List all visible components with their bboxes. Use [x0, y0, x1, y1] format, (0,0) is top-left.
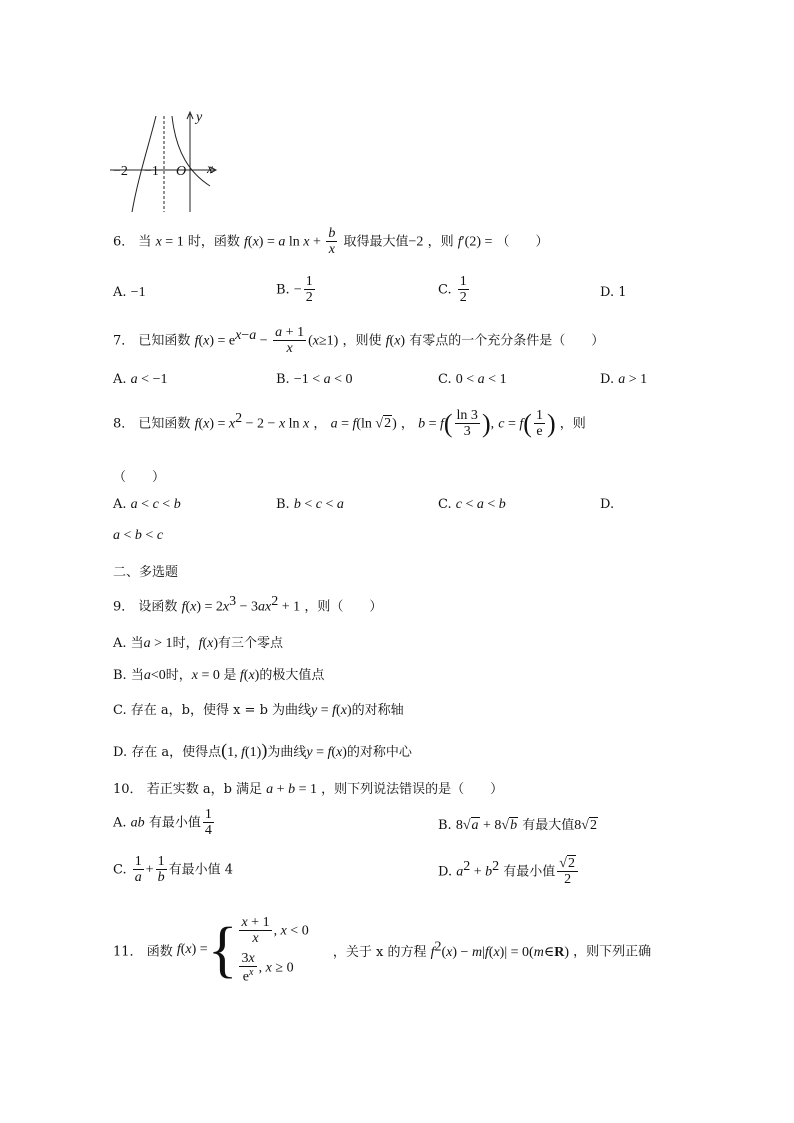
q8-number: 8． [113, 416, 135, 432]
q9-option-a-text-3: 有三个零点 [218, 636, 284, 651]
q9-option-d-text: D. 存在 a，使得点 [113, 745, 222, 760]
q8-option-a: A. a < c < b [113, 497, 181, 512]
q8-text-3: ， [400, 416, 414, 432]
q9-option-b: B. 当a<0时，x = 0 是 f(x)的极大值点 [113, 668, 325, 683]
q6-text: 当 [138, 234, 152, 250]
q6-number: 6． [113, 234, 135, 250]
question-10: 10． 若正实数 a，b 满足 a + b = 1 ，则下列说法错误的是（ ） [113, 782, 504, 797]
q6-paren: （ ） [496, 234, 549, 250]
q6-text-2: 时，函数 [187, 234, 240, 250]
q9-option-d-text-2: 为曲线 [267, 745, 307, 760]
q9-option-a-text: A. 当 [113, 636, 144, 651]
q8-text: 已知函数 [138, 416, 191, 432]
q9-number: 9． [113, 599, 135, 615]
q9-option-b-text-3: 是 [223, 668, 237, 683]
question-6: 6． 当 x = 1 时，函数 f(x) = a ln x + $\frac{b}{x}$ 取得最大值−2 ，则 f′(2) = （ ） [113, 226, 549, 258]
q7-text-2: ，则使 [342, 333, 382, 349]
q9-option-c-text-2: 的对称轴 [351, 703, 404, 718]
q7-text-3: 有零点的一个充分条件是（ ） [409, 333, 605, 349]
question-11: 11． 函数 f(x) ={ $\frac{x + 1}{x}$ , x < 0 $\frac{3x}{e^x}$ , x ≥ 0 ，关于 x 的方程 $f^2(x) - m|f(x)|$ = 0(m∈R) ，则下列正确 [113, 915, 652, 985]
q9-option-b-text-2: 时， [165, 668, 192, 683]
q9-option-d: D. 存在 a，使得点(1, f(1))为曲线y = f(x)的对称中心 [113, 740, 412, 760]
graph-tick-neg2: −2 [113, 164, 128, 179]
q11-text: 函数 [146, 944, 173, 960]
graph-origin-label: O [176, 164, 187, 179]
q8-option-d-label: D. [600, 497, 615, 512]
q10-option-b: B. 8√a + 8√b 有最大值8√2 [438, 818, 597, 833]
q7-option-b-label: B. [276, 372, 290, 387]
q9-option-c: C. 存在 a，b，使得 x = b 为曲线y = f(x)的对称轴 [113, 703, 404, 718]
q10-number: 10． [113, 782, 143, 797]
piecewise-brace: { [207, 916, 238, 985]
graph-x-label: x [207, 162, 214, 177]
q6-text-4: ，则 [427, 234, 454, 250]
q6-text-3: 取得最大值 [343, 234, 409, 250]
q8-option-b-label: B. [276, 497, 290, 512]
q9-text-2: ，则（ ） [304, 599, 383, 615]
q9-option-b-text: B. 当 [113, 668, 144, 683]
q7-option-a: A. a < −1 [113, 372, 168, 387]
q8-option-b: B. b < c < a [276, 497, 344, 512]
question-9: 9． 设函数 $f(x) = 2x^3 - 3ax^2 + 1$ ，则（ ） [113, 594, 383, 615]
q10-text-2: ，则下列说法错误的是（ ） [321, 782, 504, 797]
piecewise-cases: $\frac{x + 1}{x}$ , x < 0 $\frac{3x}{e^x}$ , x ≥ 0 [241, 915, 309, 985]
q10-option-d-label: D. [438, 864, 453, 880]
function-graph [110, 108, 225, 214]
q9-option-a-text-2: 时， [172, 636, 199, 651]
q7-option-b: B. −1 < a < 0 [276, 372, 353, 387]
graph-y-label: y [196, 110, 203, 125]
q11-number: 11． [113, 944, 143, 960]
q9-option-b-text-4: 的极大值点 [259, 668, 325, 683]
q7-option-c: C. 0 < a < 1 [438, 372, 507, 387]
q10-option-c-label: C. [113, 862, 127, 878]
q9-option-a: A. 当a > 1时，f(x)有三个零点 [113, 636, 284, 651]
q10-option-c-text: 有最小值 4 [168, 862, 234, 878]
q6-option-a: A. −1 [113, 285, 146, 300]
q10-option-d: D. $a^2 + b^2$ 有最小值 $\frac{√2}{2}$ [438, 856, 580, 888]
section-heading: 二、多选题 [113, 565, 179, 580]
q6-option-b-label: B. [276, 282, 290, 298]
question-8: 8． 已知函数 $f(x) = x^2 - 2 - x$ ln x ， a = f(ln √2) ， b = f( $\frac{\ln 3}{3}$ ), c = f( $\frac{1}{e}$ ) ，则 [113, 408, 586, 440]
q8-text-4: ，则 [559, 416, 586, 432]
q11-text-2: ，关于 x 的方程 [332, 944, 427, 960]
q6-option-d [600, 285, 627, 300]
q6-option-c: C. $\frac{1}{2}$ [438, 274, 467, 306]
q8-option-d [600, 497, 614, 512]
q6-option-c-label: C. [438, 282, 452, 298]
q7-text: 已知函数 [138, 333, 191, 349]
q10-option-c: C. $\frac{1}{a}$ + $\frac{1}{b}$ 有最小值 4 [113, 854, 234, 886]
q8-option-c: C. c < a < b [438, 497, 506, 512]
q7-option-d-label: D. [600, 372, 615, 387]
q7-option-d: D. a > 1 [600, 372, 648, 387]
q7-option-c-label: C. [438, 372, 452, 387]
q10-option-d-text: 有最小值 [503, 864, 556, 880]
q10-option-b-text: 有最大值 [522, 818, 575, 833]
q8-option-a-label: A. [113, 497, 127, 512]
q8-option-c-label: C. [438, 497, 452, 512]
q6-option-d-label: D. 1 [600, 285, 627, 300]
q8-option-d-content: a < b < c [113, 528, 164, 543]
question-7: 7． 已知函数 $f(x) = e^{x-a}$ − $\frac{a + 1}{x}$ (x≥1) ，则使 f(x) 有零点的一个充分条件是（ ） [113, 325, 605, 357]
q8-paren: （ ） [113, 470, 166, 485]
q7-number: 7． [113, 333, 135, 349]
q6-option-a-label: A. [113, 285, 127, 300]
q9-text: 设函数 [138, 599, 178, 615]
q7-option-a-label: A. [113, 372, 127, 387]
q10-option-a-text: 有最小值 [148, 815, 201, 831]
q9-option-d-text-3: 的对称中心 [346, 745, 412, 760]
q10-option-b-label: B. [438, 818, 452, 833]
q11-text-3: ，则下列正确 [573, 944, 652, 960]
q6-option-b: B. − $\frac{1}{2}$ [276, 274, 313, 306]
q10-option-a: A. ab 有最小值 $\frac{1}{4}$ [113, 807, 212, 839]
q8-text-2: ， [313, 416, 327, 432]
q10-option-a-label: A. [113, 815, 127, 831]
graph-tick-neg1: −1 [144, 164, 159, 179]
q10-text: 若正实数 a，b 满足 [146, 782, 263, 797]
q9-option-c-text: C. 存在 a，b，使得 x = b 为曲线 [113, 703, 312, 718]
